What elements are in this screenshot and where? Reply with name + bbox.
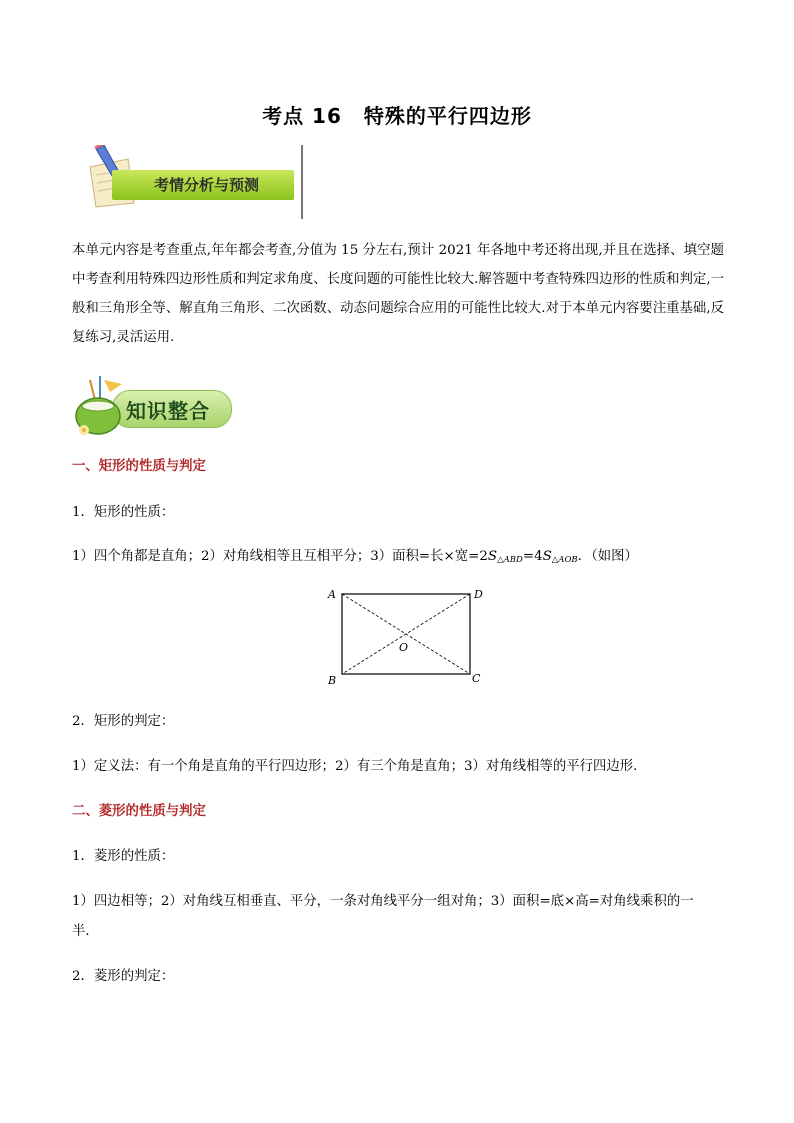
page-title xyxy=(0,100,794,129)
props-s2: S xyxy=(542,549,552,564)
section2-sub1: 1．菱形的性质： xyxy=(72,849,175,864)
title-number: 考点 16 xyxy=(262,104,342,128)
knowledge-banner-label: 知识整合 xyxy=(126,399,210,423)
banner-divider xyxy=(301,145,303,219)
vertex-c-label: C xyxy=(472,672,481,685)
section2-sub2: 2．菱形的判定： xyxy=(72,969,175,984)
vertex-d-label: D xyxy=(474,588,483,601)
section2-heading: 二、菱形的性质与判定 xyxy=(72,804,206,819)
title-text: 特殊的平行四边形 xyxy=(363,104,532,128)
analysis-banner-label: 考情分析与预测 xyxy=(154,176,260,194)
props-tail: ．（如图） xyxy=(577,549,638,564)
coconut-drink-icon xyxy=(70,374,130,436)
rectangle-properties xyxy=(72,545,638,565)
section1-sub1: 1．矩形的性质： xyxy=(72,505,175,520)
rectangle-diagram xyxy=(322,582,492,692)
props-eq: =4 xyxy=(522,549,543,564)
props-text: 1）四个角都是直角；2）对角线相等且互相平分；3）面积=长×宽=2 xyxy=(72,549,488,564)
rectangle-judgement: 1）定义法：有一个角是直角的平行四边形；2）有三个角是直角；3）对角线相等的平行四边形． xyxy=(72,759,647,774)
intro-paragraph: 本单元内容是考查重点,年年都会考查,分值为 15 分左右,预计 2021 年各地中考还将出现,并且在选择、填空题中考查利用特殊四边形性质和判定求角度、长度问题的可能性比较大.解答题中考查特殊四边形的性质和判定,一般和三角形全等、解直角三角形、二次函数、动态问题综合应用的可能性比较大.对于本单元内容要注重基础,反复练习,灵活运用. xyxy=(72,243,724,345)
knowledge-banner xyxy=(70,374,230,436)
center-o-label: O xyxy=(399,641,409,654)
props-sub-abd: △ABD xyxy=(497,555,523,565)
rhombus-properties-line2: 半． xyxy=(72,924,99,939)
analysis-banner xyxy=(82,145,304,219)
vertex-b-label: B xyxy=(328,674,337,687)
section1-heading: 一、矩形的性质与判定 xyxy=(72,459,206,474)
rhombus-properties-line1: 1）四边相等；2）对角线互相垂直、平分，一条对角线平分一组对角；3）面积=底×高=对角线乘积的一 xyxy=(72,894,694,909)
props-sub-aob: △AOB xyxy=(551,555,578,565)
vertex-a-label: A xyxy=(328,588,336,601)
props-s1: S xyxy=(487,549,498,564)
section1-sub2: 2．矩形的判定： xyxy=(72,714,175,729)
